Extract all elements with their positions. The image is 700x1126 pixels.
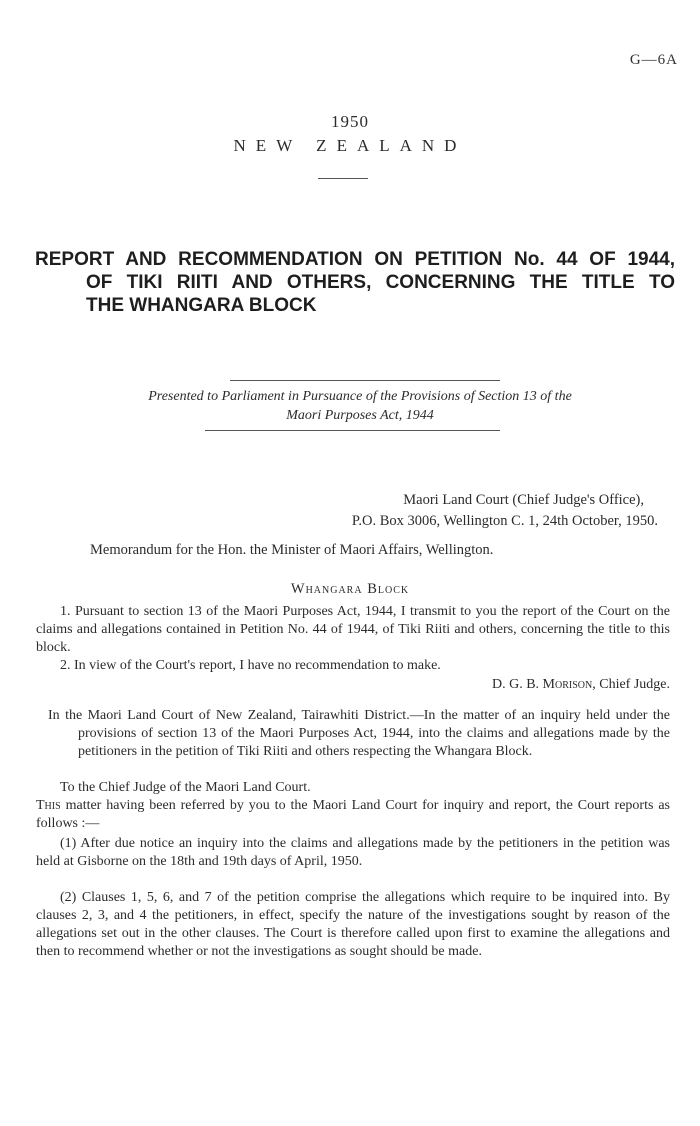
court-intro: In the Maori Land Court of New Zealand, Tairawhiti District.—In the matter of an inquiry held under the provisions of section 13 of the Maori Purposes Act, 1944, into the claims and allegations made by the petitioners in the petition of Tiki Riiti and others respecting the Whangara Block.	[48, 708, 670, 759]
office-address	[230, 490, 658, 532]
signature-name: D. G. B. Morison	[492, 677, 593, 692]
publication-year: 1950	[331, 112, 369, 131]
presented-line-1: Presented to Parliament in Pursuance of the Provisions of Section 13 of the	[148, 389, 572, 404]
office-line-2: P.O. Box 3006, Wellington C. 1, 24th October, 1950.	[351, 513, 658, 529]
report-intro-text: matter having been referred by you to the Maori Land Court for inquiry and report, the Court reports as follows :—	[36, 798, 670, 831]
report-title-line-1: REPORT AND RECOMMENDATION ON PETITION No. 44 OF 1944,	[35, 249, 675, 270]
presented-line-2: Maori Purposes Act, 1944	[286, 408, 434, 423]
report-title-line-2: OF TIKI RIITI AND OTHERS, CONCERNING THE TITLE TO	[86, 272, 675, 293]
presented-notice	[60, 387, 660, 425]
divider-presented-top	[230, 380, 500, 381]
country-heading: NEW ZEALAND	[233, 136, 467, 155]
memorandum-line: Memorandum for the Hon. the Minister of Maori Affairs, Wellington.	[90, 542, 494, 558]
chief-judge-signature	[300, 676, 670, 694]
paragraph-1: 1. Pursuant to section 13 of the Maori Purposes Act, 1944, I transmit to you the report of the Court on the claims and allegations contained in Petition No. 44 of 1944, of Tiki Riiti and others, concerning the title to this block.	[36, 604, 670, 655]
report-intro-lead: This	[36, 798, 61, 813]
report-title-line-3: THE WHANGARA BLOCK	[86, 295, 317, 316]
office-line-1: Maori Land Court (Chief Judge's Office),	[403, 492, 644, 508]
signature-title: , Chief Judge.	[592, 677, 670, 692]
divider-top	[318, 178, 368, 179]
report-title	[35, 248, 675, 317]
document-reference: G—6A	[629, 52, 678, 68]
report-item-1: (1) After due notice an inquiry into the claims and allegations made by the petitioners in the petition was held at Gisborne on the 18th and 19th days of April, 1950.	[36, 836, 670, 869]
divider-presented-bottom	[205, 430, 500, 431]
addressee: To the Chief Judge of the Maori Land Court.	[60, 780, 311, 795]
block-heading: Whangara Block	[290, 581, 410, 597]
report-item-2: (2) Clauses 1, 5, 6, and 7 of the petition comprise the allegations which require to be inquired into. By clauses 2, 3, and 4 the petitioners, in effect, specify the nature of the investigations sought by reason of the allegations set out in the other clauses. The Court is therefore called upon first to examine the allegations and then to recommend whether or not the investigations as sought should be made.	[36, 890, 670, 959]
paragraph-2: 2. In view of the Court's report, I have no recommendation to make.	[60, 658, 441, 673]
report-intro	[36, 797, 670, 833]
